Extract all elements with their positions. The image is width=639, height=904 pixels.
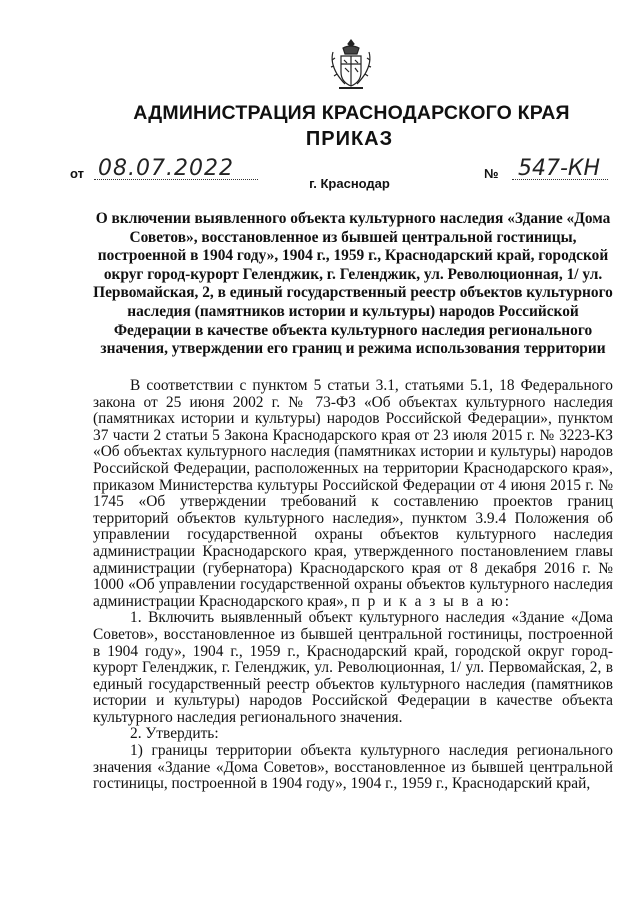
handwritten-date: 08.07.2022	[98, 156, 234, 181]
organization-title: АДМИНИСТРАЦИЯ КРАСНОДАРСКОГО КРАЯ	[133, 102, 570, 124]
preamble-text: В соответствии с пунктом 5 статьи 3.1, статьями 5.1, 18 Федерального закона от 25 июня 2002 г. № 73-ФЗ «Об объектах культурного наследия (памятниках истории и культуры) народов Российской Федерации», пунктом 37 части 2 статьи 5 Закона Краснодарского края от 23 июля 2015 г. № 3223-КЗ «Об объектах культурного наследия (памятниках истории и культуры) народов Российской Федерации, расположенных на территории Краснодарского края», приказом Министерства культуры Российской Федерации от 4 июня 2015 г. № 1745 «Об утверждении требований к составлению проектов границ территорий объектов культурного наследия», пунктом 3.9.4 Положения об управлении государственной охраны объектов культурного наследия администрации Краснодарского края, утвержденного постановлением главы администрации (губернатора) Краснодарского края от 8 декабря 2016 г. № 1000 «Об управлении государственной охраны объектов культурного наследия администрации Краснодарского края»,	[93, 377, 613, 610]
item-1-paragraph: 1. Включить выявленный объект культурного наследия «Здание «Дома Советов», восстановленное из бывшей центральной гостиницы, построенной в 1904 году», 1904 г., 1959 г., Краснодарский край, городской округ город-курорт Геленджик, г. Геленджик, ул. Революционная, 1/ ул. Первомайская, 2, в единый государственный реестр объектов культурного наследия (памятников истории и культуры) народов Российской Федерации в качестве объекта культурного наследия регионального значения.	[93, 609, 613, 726]
item-2-paragraph: 2. Утвердить:	[130, 725, 219, 743]
city-line: г. Краснодар	[309, 176, 390, 191]
order-word: п р и к а з ы в а ю:	[351, 592, 511, 610]
order-subject-heading: О включении выявленного объекта культурного наследия «Здание «Дома Советов», восстановленное из бывшей центральной гостиницы, построенной в 1904 году», 1904 г., 1959 г., Краснодарский край, городской округ город-курорт Геленджик, г. Геленджик, ул. Революционная, 1/ ул. Первомайская, 2, в единый государственный реестр объектов культурного наследия (памятников истории и культуры) народов Российской Федерации в качестве объекта культурного наследия регионального значения, утверждении его границ и режима использования территории	[93, 210, 613, 358]
date-label: от	[70, 166, 84, 181]
krasnodar-coat-of-arms-icon	[329, 38, 373, 92]
number-label: №	[484, 166, 499, 181]
preamble-paragraph	[93, 378, 613, 610]
item-2-1-paragraph: 1) границы территории объекта культурного наследия регионального значения «Здание «Дома Советов», восстановленное из бывшей центральной гостиницы, построенной в 1904 году», 1904 г., 1959 г., Краснодарский край,	[93, 742, 613, 793]
document-type-title: ПРИКАЗ	[305, 128, 394, 150]
handwritten-number: 547-КН	[518, 156, 601, 181]
order-body	[93, 378, 613, 793]
